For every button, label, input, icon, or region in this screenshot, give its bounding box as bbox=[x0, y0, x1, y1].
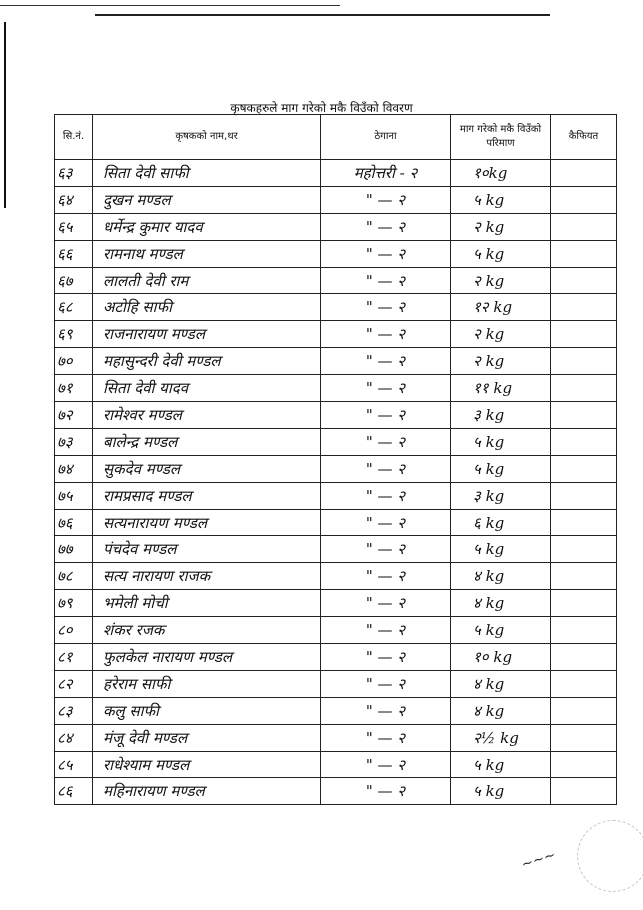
row-sn: ७५ bbox=[55, 482, 93, 509]
row-name: सत्य नारायण राजक bbox=[93, 563, 321, 590]
row-name: हरेराम साफी bbox=[93, 670, 321, 697]
table-row bbox=[55, 751, 617, 778]
row-address: " — २ bbox=[321, 670, 451, 697]
row-quantity: २ kg bbox=[451, 267, 551, 294]
row-remarks bbox=[551, 482, 617, 509]
table-row bbox=[55, 455, 617, 482]
table-row bbox=[55, 213, 617, 240]
row-quantity: ५ kg bbox=[451, 428, 551, 455]
row-sn: ८३ bbox=[55, 697, 93, 724]
row-sn: ६५ bbox=[55, 213, 93, 240]
row-remarks bbox=[551, 536, 617, 563]
row-name: फुलकेल नारायण मण्डल bbox=[93, 644, 321, 671]
row-sn: ६४ bbox=[55, 186, 93, 213]
row-sn: ७७ bbox=[55, 536, 93, 563]
row-name: रामनाथ मण्डल bbox=[93, 240, 321, 267]
header-quantity: माग गरेको मकै विउँको परिमाण bbox=[451, 115, 551, 160]
row-address: " — २ bbox=[321, 348, 451, 375]
row-quantity: ४ kg bbox=[451, 590, 551, 617]
row-sn: ८२ bbox=[55, 670, 93, 697]
office-stamp bbox=[577, 820, 643, 892]
row-name: सिता देवी यादव bbox=[93, 375, 321, 402]
row-address: " — २ bbox=[321, 186, 451, 213]
row-address: " — २ bbox=[321, 294, 451, 321]
row-quantity: ५ kg bbox=[451, 455, 551, 482]
table-row bbox=[55, 778, 617, 805]
row-sn: ८१ bbox=[55, 644, 93, 671]
row-quantity: ५ kg bbox=[451, 751, 551, 778]
row-name: सिता देवी साफी bbox=[93, 160, 321, 187]
row-sn: ८६ bbox=[55, 778, 93, 805]
row-remarks bbox=[551, 428, 617, 455]
row-sn: ७० bbox=[55, 348, 93, 375]
row-sn: ६९ bbox=[55, 321, 93, 348]
row-name: महासुन्दरी देवी मण्डल bbox=[93, 348, 321, 375]
row-address: महोत्तरी - २ bbox=[321, 160, 451, 187]
table-row bbox=[55, 294, 617, 321]
row-remarks bbox=[551, 697, 617, 724]
row-name: धर्मेन्द्र कुमार यादव bbox=[93, 213, 321, 240]
header-name: कृषकको नाम,थर bbox=[93, 115, 321, 160]
row-remarks bbox=[551, 160, 617, 187]
row-address: " — २ bbox=[321, 563, 451, 590]
header-sn: सि.नं. bbox=[55, 115, 93, 160]
row-sn: ६६ bbox=[55, 240, 93, 267]
row-name: पंचदेव मण्डल bbox=[93, 536, 321, 563]
row-address: " — २ bbox=[321, 697, 451, 724]
row-remarks bbox=[551, 670, 617, 697]
row-quantity: ५ kg bbox=[451, 186, 551, 213]
row-address: " — २ bbox=[321, 724, 451, 751]
row-address: " — २ bbox=[321, 590, 451, 617]
table-row bbox=[55, 670, 617, 697]
row-sn: ७८ bbox=[55, 563, 93, 590]
row-remarks bbox=[551, 240, 617, 267]
row-name: रामेश्वर मण्डल bbox=[93, 402, 321, 429]
row-sn: ६८ bbox=[55, 294, 93, 321]
row-name: महिनारायण मण्डल bbox=[93, 778, 321, 805]
row-sn: ६७ bbox=[55, 267, 93, 294]
row-quantity: ३ kg bbox=[451, 402, 551, 429]
row-remarks bbox=[551, 267, 617, 294]
row-name: सत्यनारायण मण्डल bbox=[93, 509, 321, 536]
row-sn: ७१ bbox=[55, 375, 93, 402]
top-rule-thin bbox=[0, 5, 340, 6]
table-row bbox=[55, 509, 617, 536]
row-remarks bbox=[551, 778, 617, 805]
row-address: " — २ bbox=[321, 536, 451, 563]
row-remarks bbox=[551, 348, 617, 375]
row-sn: ६३ bbox=[55, 160, 93, 187]
row-quantity: ५ kg bbox=[451, 240, 551, 267]
row-quantity: २½ kg bbox=[451, 724, 551, 751]
row-quantity: २ kg bbox=[451, 213, 551, 240]
row-address: " — २ bbox=[321, 778, 451, 805]
row-sn: ८५ bbox=[55, 751, 93, 778]
table-row bbox=[55, 697, 617, 724]
table-row bbox=[55, 482, 617, 509]
row-remarks bbox=[551, 724, 617, 751]
table-row bbox=[55, 536, 617, 563]
table-row bbox=[55, 590, 617, 617]
row-address: " — २ bbox=[321, 751, 451, 778]
row-remarks bbox=[551, 563, 617, 590]
row-name: राधेश्याम मण्डल bbox=[93, 751, 321, 778]
row-quantity: ६ kg bbox=[451, 509, 551, 536]
row-address: " — २ bbox=[321, 509, 451, 536]
row-address: " — २ bbox=[321, 213, 451, 240]
row-remarks bbox=[551, 617, 617, 644]
row-address: " — २ bbox=[321, 402, 451, 429]
row-name: भमेली मोची bbox=[93, 590, 321, 617]
row-name: कलु साफी bbox=[93, 697, 321, 724]
row-remarks bbox=[551, 590, 617, 617]
row-remarks bbox=[551, 186, 617, 213]
row-sn: ७२ bbox=[55, 402, 93, 429]
row-name: दुखन मण्डल bbox=[93, 186, 321, 213]
row-remarks bbox=[551, 644, 617, 671]
row-quantity: १०kg bbox=[451, 160, 551, 187]
row-address: " — २ bbox=[321, 617, 451, 644]
row-quantity: ५ kg bbox=[451, 778, 551, 805]
row-remarks bbox=[551, 294, 617, 321]
table-row bbox=[55, 617, 617, 644]
row-quantity: ५ kg bbox=[451, 617, 551, 644]
row-address: " — २ bbox=[321, 428, 451, 455]
table-row bbox=[55, 375, 617, 402]
row-address: " — २ bbox=[321, 240, 451, 267]
row-remarks bbox=[551, 751, 617, 778]
row-name: शंकर रजक bbox=[93, 617, 321, 644]
table-row bbox=[55, 644, 617, 671]
row-address: " — २ bbox=[321, 375, 451, 402]
table-header-row bbox=[55, 115, 617, 160]
header-remarks: कैफियत bbox=[551, 115, 617, 160]
row-address: " — २ bbox=[321, 321, 451, 348]
row-remarks bbox=[551, 455, 617, 482]
table-row bbox=[55, 724, 617, 751]
row-name: राजनारायण मण्डल bbox=[93, 321, 321, 348]
table-row bbox=[55, 402, 617, 429]
header-address: ठेगाना bbox=[321, 115, 451, 160]
row-sn: ७३ bbox=[55, 428, 93, 455]
row-quantity: ४ kg bbox=[451, 563, 551, 590]
table-row bbox=[55, 563, 617, 590]
row-sn: ७४ bbox=[55, 455, 93, 482]
row-quantity: ४ kg bbox=[451, 670, 551, 697]
row-address: " — २ bbox=[321, 482, 451, 509]
row-remarks bbox=[551, 402, 617, 429]
row-quantity: ४ kg bbox=[451, 697, 551, 724]
table-row bbox=[55, 267, 617, 294]
document-title: कृषकहरुले माग गरेको मकै विउँको विवरण bbox=[230, 101, 413, 115]
row-address: " — २ bbox=[321, 267, 451, 294]
table-row bbox=[55, 348, 617, 375]
row-remarks bbox=[551, 213, 617, 240]
row-sn: ८४ bbox=[55, 724, 93, 751]
row-name: मंजू देवी मण्डल bbox=[93, 724, 321, 751]
row-remarks bbox=[551, 321, 617, 348]
row-name: लालती देवी राम bbox=[93, 267, 321, 294]
row-address: " — २ bbox=[321, 455, 451, 482]
row-sn: ८० bbox=[55, 617, 93, 644]
row-quantity: ३ kg bbox=[451, 482, 551, 509]
row-remarks bbox=[551, 509, 617, 536]
top-rule bbox=[95, 14, 550, 16]
table-row bbox=[55, 160, 617, 187]
row-quantity: २ kg bbox=[451, 348, 551, 375]
signature: ~~~ bbox=[519, 846, 558, 874]
row-name: बालेन्द्र मण्डल bbox=[93, 428, 321, 455]
row-quantity: १० kg bbox=[451, 644, 551, 671]
table-row bbox=[55, 186, 617, 213]
table-row bbox=[55, 240, 617, 267]
row-sn: ७९ bbox=[55, 590, 93, 617]
row-quantity: ५ kg bbox=[451, 536, 551, 563]
table-row bbox=[55, 428, 617, 455]
row-name: सुकदेव मण्डल bbox=[93, 455, 321, 482]
row-address: " — २ bbox=[321, 644, 451, 671]
row-quantity: ११ kg bbox=[451, 375, 551, 402]
table-row bbox=[55, 321, 617, 348]
row-name: रामप्रसाद मण्डल bbox=[93, 482, 321, 509]
row-name: अटोहि साफी bbox=[93, 294, 321, 321]
row-quantity: २ kg bbox=[451, 321, 551, 348]
row-quantity: १२ kg bbox=[451, 294, 551, 321]
seed-demand-table bbox=[54, 114, 617, 805]
row-sn: ७६ bbox=[55, 509, 93, 536]
row-remarks bbox=[551, 375, 617, 402]
